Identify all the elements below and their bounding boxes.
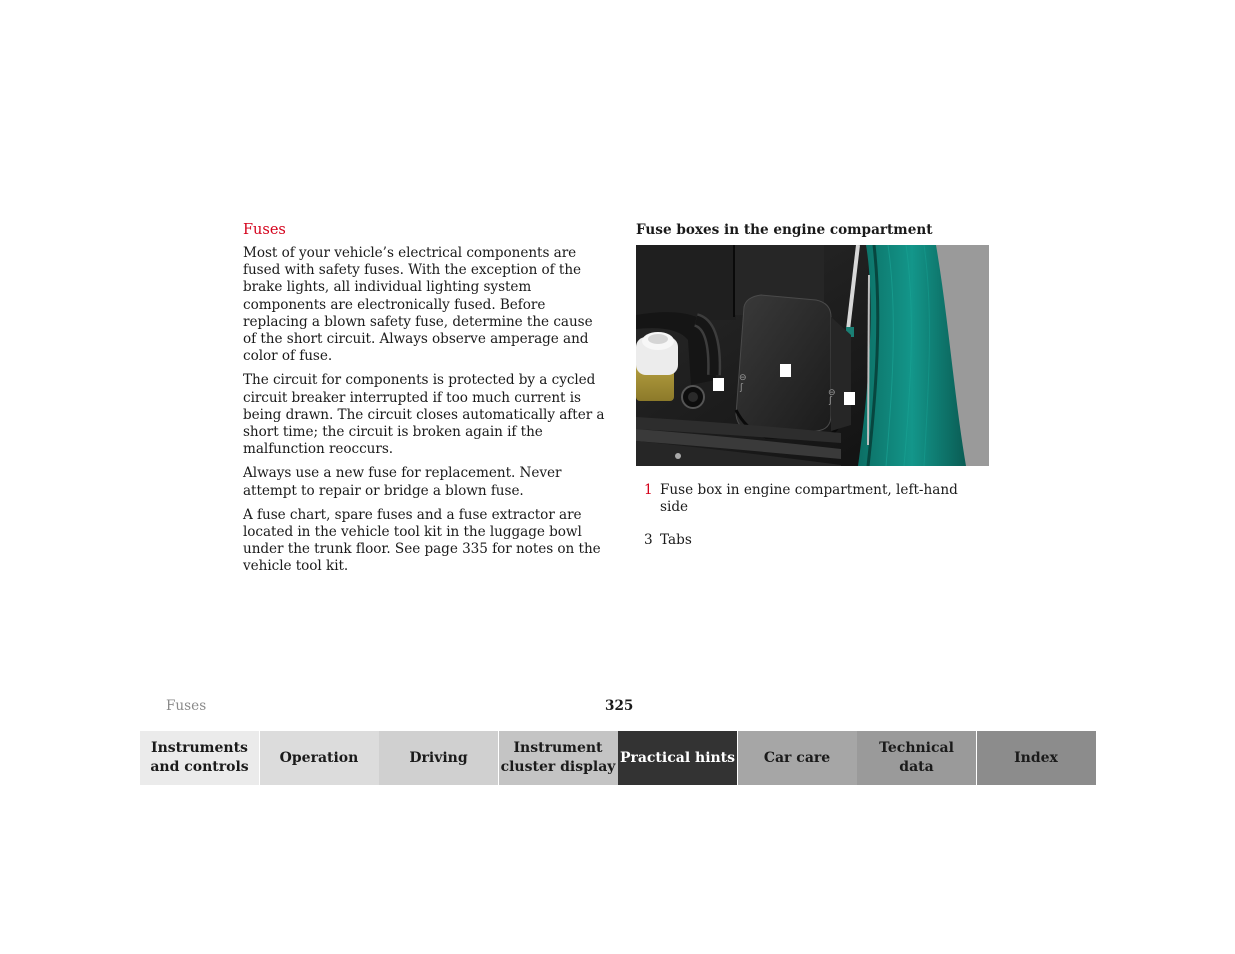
legend-number: 3 [644,532,653,548]
callout-marker [780,364,791,377]
svg-text:ʃ: ʃ [740,383,744,393]
nav-tab-practical-hints[interactable]: Practical hints [618,731,737,785]
engine-compartment-illustration [636,245,989,466]
nav-tab-car-care[interactable]: Car care [738,731,857,785]
engine-illustration-drawing [636,245,989,466]
nav-tab-instrument-cluster-display[interactable]: Instrument cluster display [499,731,618,785]
legend-text: Tabs [660,532,692,548]
svg-text:⊖: ⊖ [828,388,836,398]
figure-column [636,221,990,565]
svg-text:ʃ: ʃ [829,396,833,406]
legend-item [636,482,990,516]
paragraph: Always use a new fuse for replacement. Never attempt to repair or bridge a blown fuse. [243,465,562,499]
legend-text: Fuse box in engine compartment, left-hand side [660,482,958,515]
nav-tab-technical-data[interactable]: Technical data [857,731,976,785]
figure-title: Fuse boxes in the engine compartment [636,222,933,238]
text-column [243,221,605,583]
figure-legend [636,482,990,549]
section-title: Fuses [243,222,286,238]
callout-marker [713,378,724,391]
nav-tab-instruments-and-controls[interactable]: Instruments and controls [140,731,259,785]
nav-tab-index[interactable]: Index [977,731,1096,785]
legend-item [636,532,990,549]
nav-tab-driving[interactable]: Driving [379,731,498,785]
paragraph: Most of your vehicle’s electrical components are fused with safety fuses. With the exception of the brake lights, all individual lighting system components are electronically fused. Before replacing a blown safety fuse, determine the cause of the short circuit. Always observe amperage and color of fuse. [243,245,593,365]
legend-number: 1 [644,482,653,498]
svg-text:⊖: ⊖ [739,373,747,383]
footer-section-label: Fuses [166,698,207,714]
paragraph: A fuse chart, spare fuses and a fuse extractor are located in the vehicle tool kit in the luggage bowl under the trunk floor. See page 335 for notes on the vehicle tool kit. [243,506,601,575]
paragraph: The circuit for components is protected by a cycled circuit breaker interrupted if too much current is being drawn. The circuit closes automatically after a short time; the circuit is broken again if the malfunction reoccurs. [243,372,605,458]
chapter-nav [140,731,1096,785]
nav-tab-operation[interactable]: Operation [260,731,379,785]
page-number: 325 [605,698,634,714]
callout-marker [844,392,855,405]
